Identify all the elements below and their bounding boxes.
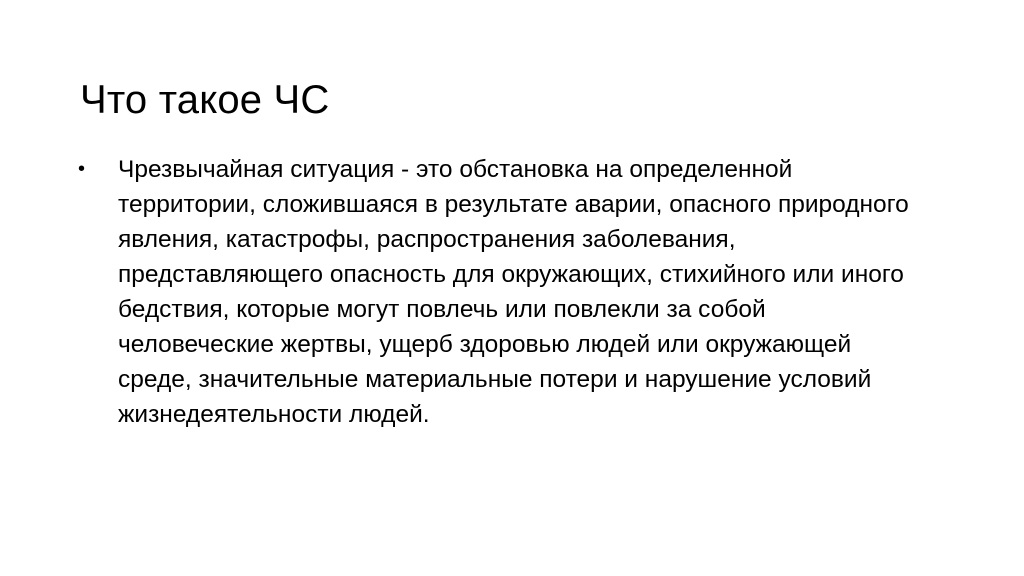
list-item (72, 152, 928, 432)
bullet-icon: • (78, 158, 86, 180)
list-item-text: Чрезвычайная ситуация - это обстановка на определенной территории, сложившаяся в результате аварии, опасного природного явления, катастрофы, распространения заболевания, представляющего опасность для окружающих, стихийного или иного бедствия, которые могут повлечь или повлекли за собой человеческие жертвы, ущерб здоровью людей или окружающей среде, значительные материальные потери и нарушение условий жизнедеятельности людей. (118, 156, 909, 429)
slide-body (72, 152, 928, 432)
page-title: Что такое ЧС (80, 77, 330, 122)
